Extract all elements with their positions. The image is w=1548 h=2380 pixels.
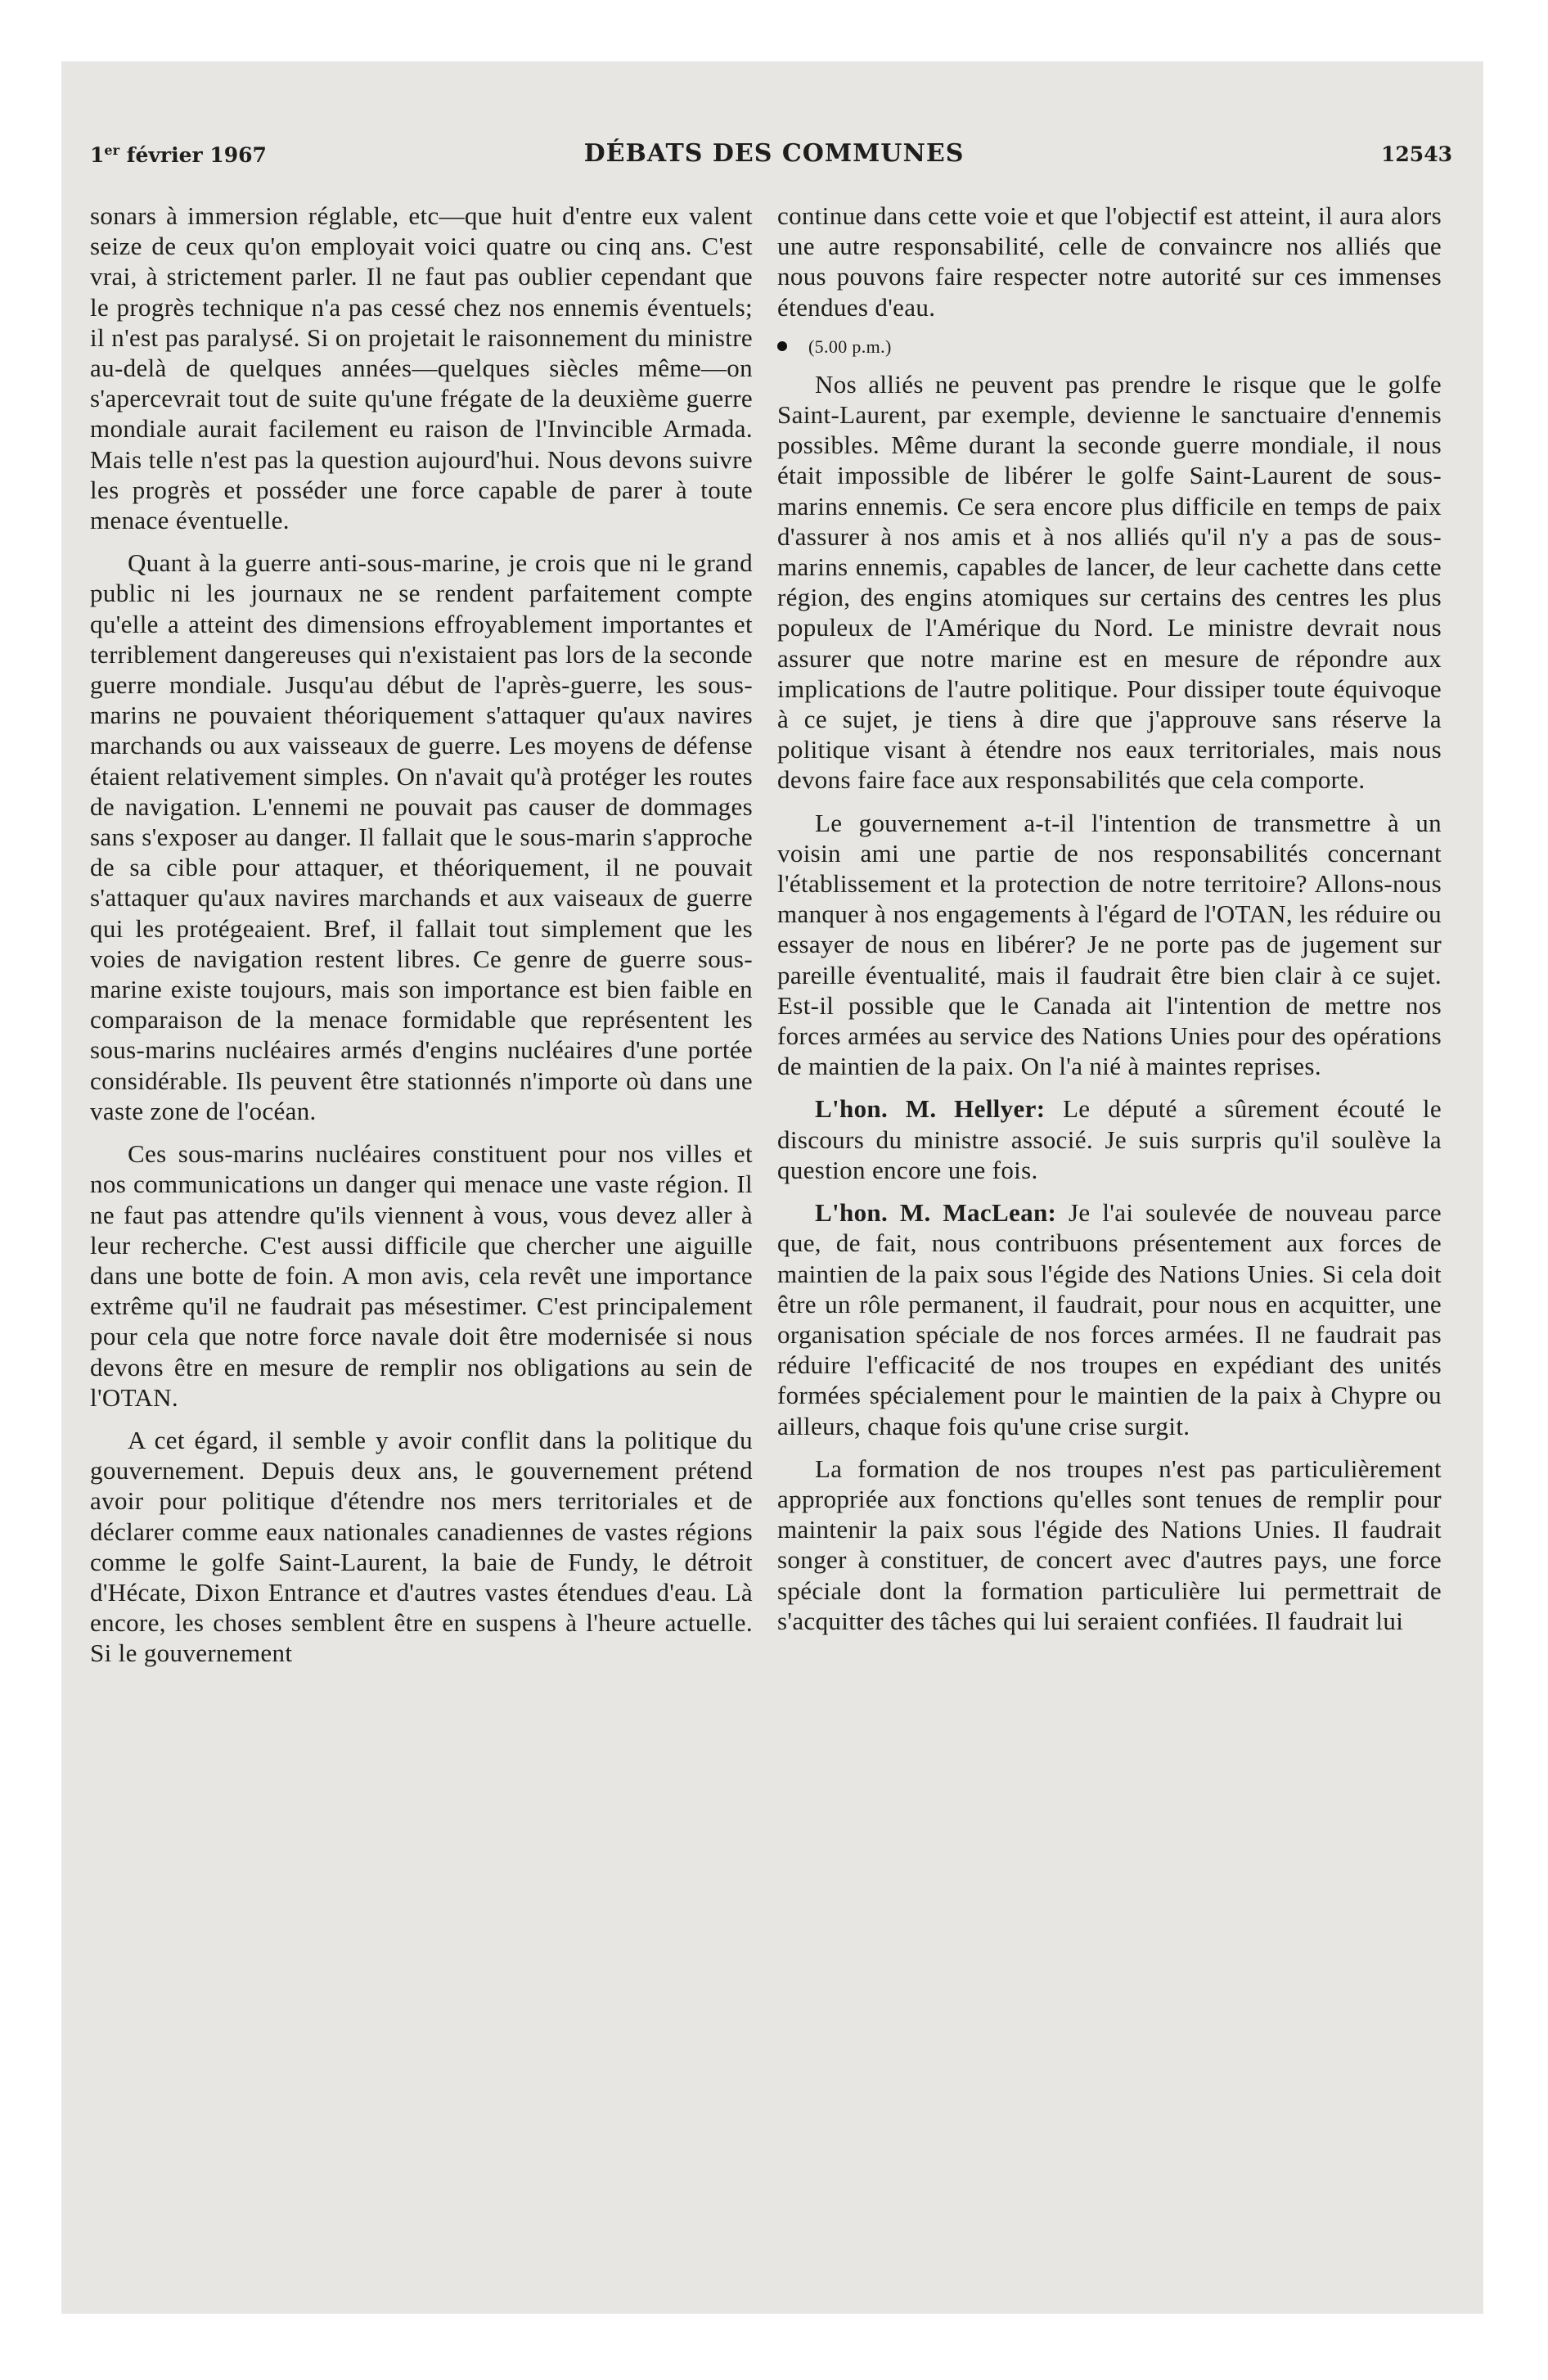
right-column [777, 201, 1442, 1648]
paragraph: Le gouvernement a-t-il l'intention de transmettre à un voisin ami une partie de nos responsabilités concernant l'établissement et la protection de notre territoire? Allons-nous manquer à nos engagements à l'égard de l'OTAN, les réduire ou essayer de nous en libérer? Je ne porte pas de jugement sur pareille éventualité, mais il faudrait être bien clair à ce sujet. Est-il possible que le Canada ait l'intention de mettre nos forces armées au service des Nations Unies pour des opérations de maintien de la paix. On l'a nié à maintes reprises. [777, 808, 1442, 1081]
date-day: 1 [90, 143, 105, 167]
publication-title: DÉBATS DES COMMUNES [583, 139, 965, 168]
date-ordinal: er [104, 142, 120, 158]
paragraph: A cet égard, il semble y avoir conflit dans la politique du gouvernement. Depuis deux ans, le gouvernement prétend avoir pour politique d'étendre nos mers territoriales et de déclarer comme eaux nationales canadiennes de vastes régions comme le golfe Saint-Laurent, la baie de Fundy, le détroit d'Hécate, Dixon Entrance et d'autres vastes étendues d'eau. Là encore, les choses semblent être en suspens à l'heure actuelle. Si le gouvernement [90, 1425, 753, 1668]
speech-text: Je l'ai soulevée de nouveau parce que, de fait, nous contribuons présentement aux forces de maintien de la paix sous l'égide des Nations Unies. Si cela doit être un rôle permanent, il faudrait, pour nous en acquitter, une organisation spéciale de nos forces armées. Il ne faudrait pas réduire l'efficacité de nos troupes en expédiant des unités formées spécialement pour le maintien de la paix à Chypre ou ailleurs, chaque fois qu'une crise surgit. [777, 1198, 1442, 1440]
speaker-name: L'hon. M. MacLean: [815, 1198, 1057, 1228]
date-month-year: février 1967 [119, 143, 267, 167]
speech-paragraph [777, 1093, 1442, 1185]
page-header [0, 139, 1548, 172]
page-number: 12543 [1381, 142, 1452, 166]
paragraph: continue dans cette voie et que l'objectif est atteint, il aura alors une autre responsabilité, celle de convaincre nos alliés que nous pouvons faire respecter notre autorité sur ces immenses étendues d'eau. [777, 201, 1442, 322]
paragraph: Quant à la guerre anti-sous-marine, je crois que ni le grand public ni les journaux ne se rendent parfaitement compte qu'elle a atteint des dimensions effroyablement importantes et terriblement dangereuses qui n'existaient pas lors de la seconde guerre mondiale. Jusqu'au début de l'après-guerre, les sous-marins ne pouvaient théoriquement s'attaquer qu'aux navires marchands ou aux vaisseaux de guerre. Les moyens de défense étaient relativement simples. On n'avait qu'à protéger les routes de navigation. L'ennemi ne pouvait pas causer de dommages sans s'exposer au danger. Il fallait que le sous-marin s'approche de sa cible pour attaquer, et théoriquement, il ne pouvait s'attaquer qu'aux navires marchands et aux vaiseaux de guerre qui les protégeaient. Bref, il fallait tout simplement que les voies de navigation restent libres. Ce genre de guerre sous-marine existe toujours, mais son importance est bien faible en comparaison de la menace formidable que représentent les sous-marins nucléaires armés d'engins nucléaires d'une portée considérable. Ils peuvent être stationnés n'importe où dans une vaste zone de l'océan. [90, 548, 753, 1125]
time-marker [777, 335, 1442, 359]
speaker-name: L'hon. M. Hellyer: [815, 1094, 1046, 1124]
paragraph: La formation de nos troupes n'est pas particulièrement appropriée aux fonctions qu'elles sont tenues de remplir pour maintenir la paix sous l'égide des Nations Unies. Il faudrait songer à constituer, de concert avec d'autres pays, une force spéciale dont la formation particulière lui permettrait de s'acquitter des tâches qui lui seraient confiées. Il faudrait lui [777, 1454, 1442, 1635]
speech-text: Le député a sûrement écouté le discours du ministre associé. Je suis surpris qu'il soulève la question encore une fois. [777, 1094, 1442, 1184]
bullet-icon [777, 341, 787, 351]
time-marker-text: (5.00 p.m.) [808, 336, 892, 357]
paragraph: Ces sous-marins nucléaires constituent pour nos villes et nos communications un danger qui menace une vaste région. Il ne faut pas attendre qu'ils viennent à vous, vous devez aller à leur recherche. C'est aussi difficile que chercher une aiguille dans une botte de foin. A mon avis, cela revêt une importance extrême qu'il ne faudrait pas mésestimer. C'est principalement pour cela que notre force navale doit être modernisée si nous devons être en mesure de remplir nos obligations au sein de l'OTAN. [90, 1139, 753, 1412]
speech-paragraph [777, 1197, 1442, 1441]
paragraph: Nos alliés ne peuvent pas prendre le risque que le golfe Saint-Laurent, par exemple, devienne le sanctuaire d'ennemis possibles. Même durant la seconde guerre mondiale, il nous était impossible de libérer le golfe Saint-Laurent de sous-marins ennemis. Ce sera encore plus difficile en temps de paix d'assurer à nos amis et à nos alliés qu'il n'y a pas de sous-marins ennemis, capables de lancer, de leur cachette dans cette région, des engins atomiques sur certains des centres les plus populeux de l'Amérique du Nord. Le ministre devrait nous assurer que notre marine est en mesure de répondre aux implications de l'autre politique. Pour dissiper toute équivoque à ce sujet, je tiens à dire que j'approuve sans réserve la politique visant à étendre nos eaux territoriales, mais nous devons faire face aux responsabilités que cela comporte. [777, 369, 1442, 795]
left-column [90, 201, 753, 1681]
paragraph: sonars à immersion réglable, etc—que huit d'entre eux valent seize de ceux qu'on employait voici quatre ou cinq ans. C'est vrai, à strictement parler. Il ne faut pas oublier cependant que le progrès technique n'a pas cessé chez nos ennemis éventuels; il n'est pas paralysé. Si on projetait le raisonnement du ministre au-delà de quelques années—quelques siècles même—on s'apercevrait tout de suite qu'une frégate de la deuxième guerre mondiale aurait facilement eu raison de l'Invincible Armada. Mais telle n'est pas la question aujourd'hui. Nous devons suivre les progrès et posséder une force capable de parer à toute menace éventuelle. [90, 201, 753, 535]
